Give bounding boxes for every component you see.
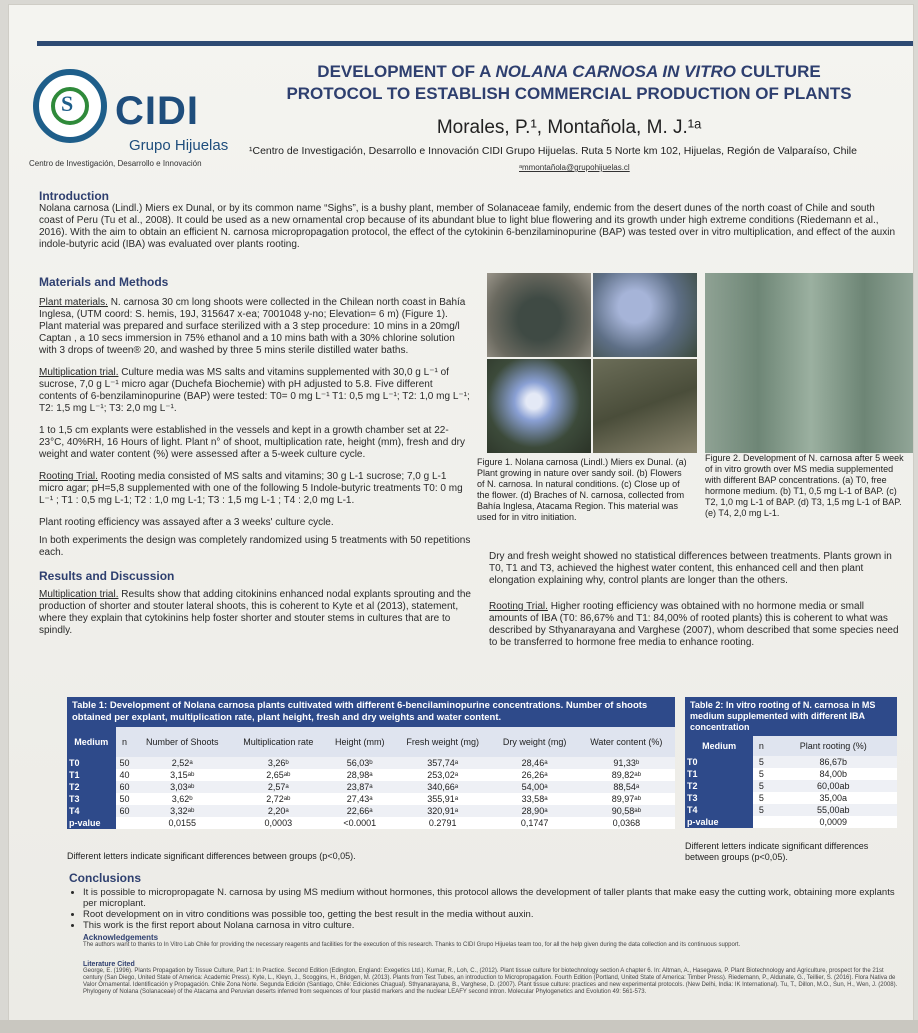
introduction-text: Nolana carnosa (Lindl.) Miers ex Dunal, or by its common name “Sighs”, is a bushy plant, member of Solanaceae family, endemic from the desert dunes of the north coast of Chile and south coast of Peru (Tu et al., 2008). It could be used as a new ornamental crop because of its abundant blue to light blue flowering and its growth under high extreme conditions (Riedemann et al., 2016). With the aim to obtain an efficient N. carnosa micropropagation protocol, the effect of the cytokinin 6-benzilaminopurine (BAP) was tested over in vitro multiplication, and effect of the auxin indole-butyric acid (IBA) was evaluated over plants rooting.: [39, 203, 896, 250]
literature-text: George, E. (1996). Plants Propagation by Tissue Culture, Part 1: In Practice. Second Edition (Edington, England: Exegetics Ltd.). Kumar, R., Loh, C., (2012). Plant tissue culture for biotechnology section A chapter 6. In: Altman, A., Hasegawa, P. Plant Biotechnology and Agriculture, prospect for the 21st century (San Diego, United State of America: Academic Press). Kyte, L., Kleyn, J., Scoggins, H., Bridgen, M. (2013). Plants from Test Tubes, an introduction to Micropropagation. Fourth Edition (Portland, United State of America: Timber Press). Riedemann, P., Aldunate, G., Teillier, S. (2016). Flora Nativa de Valor Ornamental. Identificación y Propagación. Chile Zona Norte. Segunda Edición (Santiago, Chile: Ediciones Chagual). Sthyanarayana, B., Varghese, D. (2007). Plant tissue culture: practices and new experimental protocols. (New Delhi, India: IK International). Tu, T., Dillon, M.O., Sun, H., Wen, J. (2008). Phylogeny of Nolana (Solanaceae) of the Atacama and Peruvian deserts inferred from sequences of four plastid markers and the nuclear LEAFY second intron. Molecular Phylogenetics and Evolution 49: 561-573.: [83, 968, 898, 995]
figure1-photo-d: [593, 359, 697, 453]
table-cell: 3,62ᵇ: [171, 794, 193, 804]
table-cell: p-value: [67, 817, 116, 829]
introduction-heading: Introduction: [39, 189, 109, 203]
weights-text: Dry and fresh weight showed no statistical differences between treatments. Plants grown in T0, T1 and T3, achieved the highest water content, this enhanced cell and then plant elongation explaining why, control plants are longer than the others.: [489, 551, 892, 586]
literature-section: [83, 961, 901, 996]
table2-title: Table 2: In vitro rooting of N. carnosa in MS medium supplemented with different IBA concentration: [685, 697, 897, 736]
authors: Morales, P.¹, Montañola, M. J.¹ᵃ: [436, 117, 702, 138]
table-cell: T1: [685, 768, 753, 780]
logo-tagline: Centro de Investigación, Desarrollo e Innovación: [29, 159, 202, 168]
table-row: [67, 793, 675, 805]
table-cell: 0,0009: [819, 817, 847, 827]
table-cell: 84,00b: [819, 769, 847, 779]
multiplication-text: Multiplication trial. Culture media was MS salts and vitamins supplemented with 30,0 g L⁻¹ of sucrose, 7,0 g L⁻¹ micro agar (Duchefa Biochemie) with pH adjusted to 5.8. Five different contents of 6-benzilaminopurine (BAP) were tested: T0= 0 mg L⁻¹ T1: 0,5 mg L⁻¹; T2: 1,0 mg L⁻¹; T2: 1,5 mg L⁻¹; T3: 2,0 mg L⁻¹.: [39, 367, 470, 414]
table-cell: 56,03ᵇ: [346, 758, 373, 768]
table-row: [67, 781, 675, 793]
table1-header: Multiplication rate: [231, 727, 325, 757]
logo-name: CIDI: [115, 89, 199, 133]
table-cell: 5: [758, 781, 764, 791]
figure1-photo-b: [593, 273, 697, 357]
table-cell: 55,00ab: [816, 805, 850, 815]
table-cell: T1: [67, 769, 116, 781]
table-cell: T3: [67, 793, 116, 805]
table-cell: 253,02ᵃ: [427, 770, 459, 780]
logo-emblem-icon: S: [33, 69, 107, 143]
table-cell: 54,00ᵃ: [521, 782, 548, 792]
table-cell: 5: [758, 793, 764, 803]
table-cell: 3,26ᵇ: [267, 758, 289, 768]
table-row: [67, 817, 675, 829]
table-2: [685, 697, 897, 828]
table-cell: 5: [758, 769, 764, 779]
rooting-assay-text: Plant rooting efficiency was assayed after a 3 weeks' culture cycle.: [39, 517, 334, 528]
results-right-column: [489, 551, 901, 649]
table-cell: 5: [758, 805, 764, 815]
table-cell: 320,91ᵃ: [427, 806, 459, 816]
table-cell: 3,32ᵃᵇ: [170, 806, 195, 816]
table-cell: 88,54ᵃ: [613, 782, 640, 792]
table-cell: 355,91ᵃ: [427, 794, 459, 804]
table-row: [67, 757, 675, 769]
table-cell: 27,43ᵃ: [346, 794, 373, 804]
table2-grid: [685, 736, 897, 828]
table-cell: p-value: [685, 816, 753, 828]
table-row: [685, 756, 897, 768]
table2-header: n: [753, 736, 769, 756]
table-cell: <0.0001: [343, 818, 377, 828]
table-cell: 2,57ᵃ: [267, 782, 289, 792]
acknowledgements-section: [83, 933, 901, 949]
table-cell: 0,1747: [520, 818, 549, 828]
table-cell: 89,97ᵃᵇ: [611, 794, 641, 804]
conclusions-section: [69, 871, 901, 931]
figure1-photo-a: [487, 273, 591, 357]
table-cell: T4: [67, 805, 116, 817]
table-row: [685, 780, 897, 792]
table-1: [67, 697, 675, 829]
table1-grid: [67, 727, 675, 829]
table-cell: 35,00a: [819, 793, 847, 803]
table-cell: [116, 817, 134, 829]
table-cell: 5: [758, 757, 764, 767]
email-link[interactable]: ᵃmmontañola@grupohijuelas.cl: [519, 163, 630, 172]
table-cell: 91,33ᵇ: [613, 758, 640, 768]
table-cell: 50: [119, 758, 130, 768]
table-cell: T2: [685, 780, 753, 792]
figure1-caption: Figure 1. Nolana carnosa (Lindl.) Miers ex Dunal. (a) Plant growing in nature over sandy soil. (b) Flowers of N. carnosa. In natural conditions. (c) Close up of the flower. (d) Braches of N. carnosa, collected from Bahía Inglesa, Atacama Region. This material was used for in vitro initiation.: [477, 457, 687, 522]
acknowledgements-text: The authors want to thanks to In Vitro Lab Chile for providing the necessary reagents and facilities for the execution of this research. Thanks to CIDI Grupo Hijuelas team too, for all the help given during the data collection and its continuous support.: [83, 942, 741, 948]
table-cell: T0: [67, 757, 116, 769]
results-heading: Results and Discussion: [39, 569, 175, 583]
table-cell: T4: [685, 804, 753, 816]
table1-header: Number of Shoots: [133, 727, 231, 757]
table-cell: 2,72ᵃᵇ: [266, 794, 291, 804]
table-cell: 40: [119, 770, 130, 780]
plant-materials-text: Plant materials. N. carnosa 30 cm long shoots were collected in the Chilean north coast in Bahía Inglesa, (UTM coord: S. hemis, 19J, 315647 x-ea; 7001048 y-no; Elevation= 6 m) (Figure 1). Plant material was prepared and surface sterilized with a 3 step procedure: 10 mins in a 20mg/l Captan , a 10 secs immersion in 75% ethanol and a 10 mins bath with a 30% chlorine solution with 3 drops of tween® 20, and washed by three 5 mins sterile distilled water baths.: [39, 297, 466, 356]
table-cell: 2,52ᵃ: [171, 758, 193, 768]
results-multiplication-text: Multiplication trial. Results show that adding citokinins enhanced nodal explants sprouting and the production of shorter and stouter lateral shoots, this is coherent to Kyte et al (2013), statement, where they explain that cytokinins help foster shorter and stouter stems in cultures that are to spindly.: [39, 589, 471, 636]
table-row: [67, 805, 675, 817]
poster: [8, 4, 914, 1024]
table1-header: Water content (%): [578, 727, 675, 757]
table-cell: 0,0003: [264, 818, 293, 828]
acknowledgements-heading: Acknowledgements: [83, 933, 159, 942]
table2-header: Plant rooting (%): [769, 736, 897, 756]
table-cell: T0: [685, 756, 753, 768]
table-row: [67, 769, 675, 781]
table2-note: Different letters indicate significant differences between groups (p<0,05).: [685, 841, 869, 862]
list-item: • This work is the first report about Nolana carnosa in vitro culture.: [83, 920, 901, 931]
table-cell: 60: [119, 782, 130, 792]
table-cell: 28,98ᵃ: [346, 770, 373, 780]
table-cell: 26,26ᵃ: [521, 770, 548, 780]
table1-header: Fresh weight (mg): [394, 727, 492, 757]
figure2-caption: Figure 2. Development of N. carnosa after 5 week of in vitro growth over MS media supplemented with different BAP concentrations. (a) T0, free hormone medium. (b) T1, 0,5 mg L-1 of BAP. (c) T2, 1,0 mg L-1 of BAP. (d) T3, 1,5 mg L-1 of BAP. (e) T4, 2,0 mg L-1.: [705, 453, 904, 518]
literature-heading: Literature Cited: [83, 961, 135, 968]
logo-subtitle: Grupo Hijuelas: [129, 137, 229, 154]
explants-text: 1 to 1,5 cm explants were established in the vessels and kept in a growth chamber set at 22-23°C, 40%RH, 16 Hours of light. Plant n° of shoot, multiplication rate, height (mm), fresh and dry weight and water content (%) were assessed after a 5-week culture cycle.: [39, 425, 465, 460]
table-cell: 340,66ᵃ: [427, 782, 459, 792]
table1-header: Dry weight (mg): [492, 727, 578, 757]
table2-header: Medium: [685, 736, 753, 756]
conclusions-heading: Conclusions: [69, 871, 142, 885]
table1-header: Height (mm): [326, 727, 394, 757]
table-row: [685, 816, 897, 828]
table-cell: 0.2791: [428, 818, 457, 828]
table1-note: Different letters indicate significant differences between groups (p<0,05).: [67, 851, 356, 861]
table-cell: 60: [119, 806, 130, 816]
conclusions-list: [69, 887, 901, 931]
table-cell: 50: [119, 794, 130, 804]
figure2-photo: [705, 273, 914, 453]
results-rooting-text: Rooting Trial. Higher rooting efficiency was obtained with no hormone media or small amounts of IBA (T0: 86,67% and T1: 84,00% of rooted plants) this is coherent to what was described by Sthyanarayana and Varghese (2007), whom described that some species need to be transferred to hormone free media to enhance rooting.: [489, 601, 899, 648]
table-cell: [753, 816, 769, 828]
background-edge: [0, 1020, 918, 1033]
table1-header: Medium: [67, 727, 116, 757]
list-item: • It is possible to micropropagate N. carnosa by using MS medium without hormones, this protocol allows the development of taller plants that make easy the cutting work, obtaining more explants per microplant.: [83, 887, 901, 909]
table-cell: T2: [67, 781, 116, 793]
table1-title: Table 1: Development of Nolana carnosa plants cultivated with different 6-bencilaminopurine concentrations. Number of shoots obtained per explant, multiplication rate, plant height, fresh and dry weights and water content.: [67, 697, 675, 727]
table-cell: 90,58ᵃᵇ: [611, 806, 641, 816]
table-row: [685, 804, 897, 816]
design-text: In both experiments the design was completely randomized using 5 treatments with 50 repetitions each.: [39, 535, 471, 558]
table-row: [685, 792, 897, 804]
table-cell: 23,87ᵃ: [346, 782, 373, 792]
table-cell: 0,0368: [612, 818, 641, 828]
table-cell: 0,0155: [168, 818, 196, 828]
table-cell: 357,74ᵃ: [427, 758, 459, 768]
methods-section: [39, 275, 471, 637]
table-cell: 28,90ᵃ: [521, 806, 548, 816]
introduction-section: [39, 189, 901, 251]
table-cell: 2,20ᵃ: [267, 806, 289, 816]
header-rule: [37, 41, 914, 46]
table1-header: n: [116, 727, 134, 757]
affiliation: ¹Centro de Investigación, Desarrollo e Innovación CIDI Grupo Hijuelas. Ruta 5 Norte km 102, Hijuelas, Región de Valparaíso, Chile: [249, 145, 857, 157]
cidi-logo: [29, 61, 229, 171]
methods-heading: Materials and Methods: [39, 275, 169, 289]
table-cell: 3,03ᵃᵇ: [170, 782, 195, 792]
table-cell: 3,15ᵃᵇ: [170, 770, 195, 780]
table-cell: 33,58ᵃ: [521, 794, 548, 804]
table-cell: 28,46ᵃ: [521, 758, 548, 768]
table-cell: T3: [685, 792, 753, 804]
figure1-photo-c: [487, 359, 591, 453]
table-cell: 2,65ᵃᵇ: [266, 770, 291, 780]
table-cell: 89,82ᵃᵇ: [611, 770, 641, 780]
table-cell: 22,66ᵃ: [346, 806, 373, 816]
table-cell: 60,00ab: [816, 781, 850, 791]
figure-photos: [487, 273, 914, 453]
list-item: • Root development on in vitro conditions was possible too, getting the best result in the media without auxin.: [83, 909, 901, 920]
poster-title: DEVELOPMENT OF A NOLANA CARNOSA IN VITRO CULTURE PROTOCOL TO ESTABLISH COMMERCIAL PRODUCTION OF PLANTS: [286, 62, 852, 103]
table-row: [685, 768, 897, 780]
rooting-text: Rooting Trial. Rooting media consisted of MS salts and vitamins; 30 g L-1 sucrose; 7,0 g L-1 micro agar; pH=5,8 supplemented with one of the following 5 Indole-butyric treatments T0: 0 mg L⁻¹ ; T1 : 0,5 mg L-1; T2 : 1,0 mg L-1; T3 : 1,5 mg L-1 ; T4 : 2,0 mg L-1.: [39, 471, 463, 506]
table-cell: 86,67b: [819, 757, 847, 767]
